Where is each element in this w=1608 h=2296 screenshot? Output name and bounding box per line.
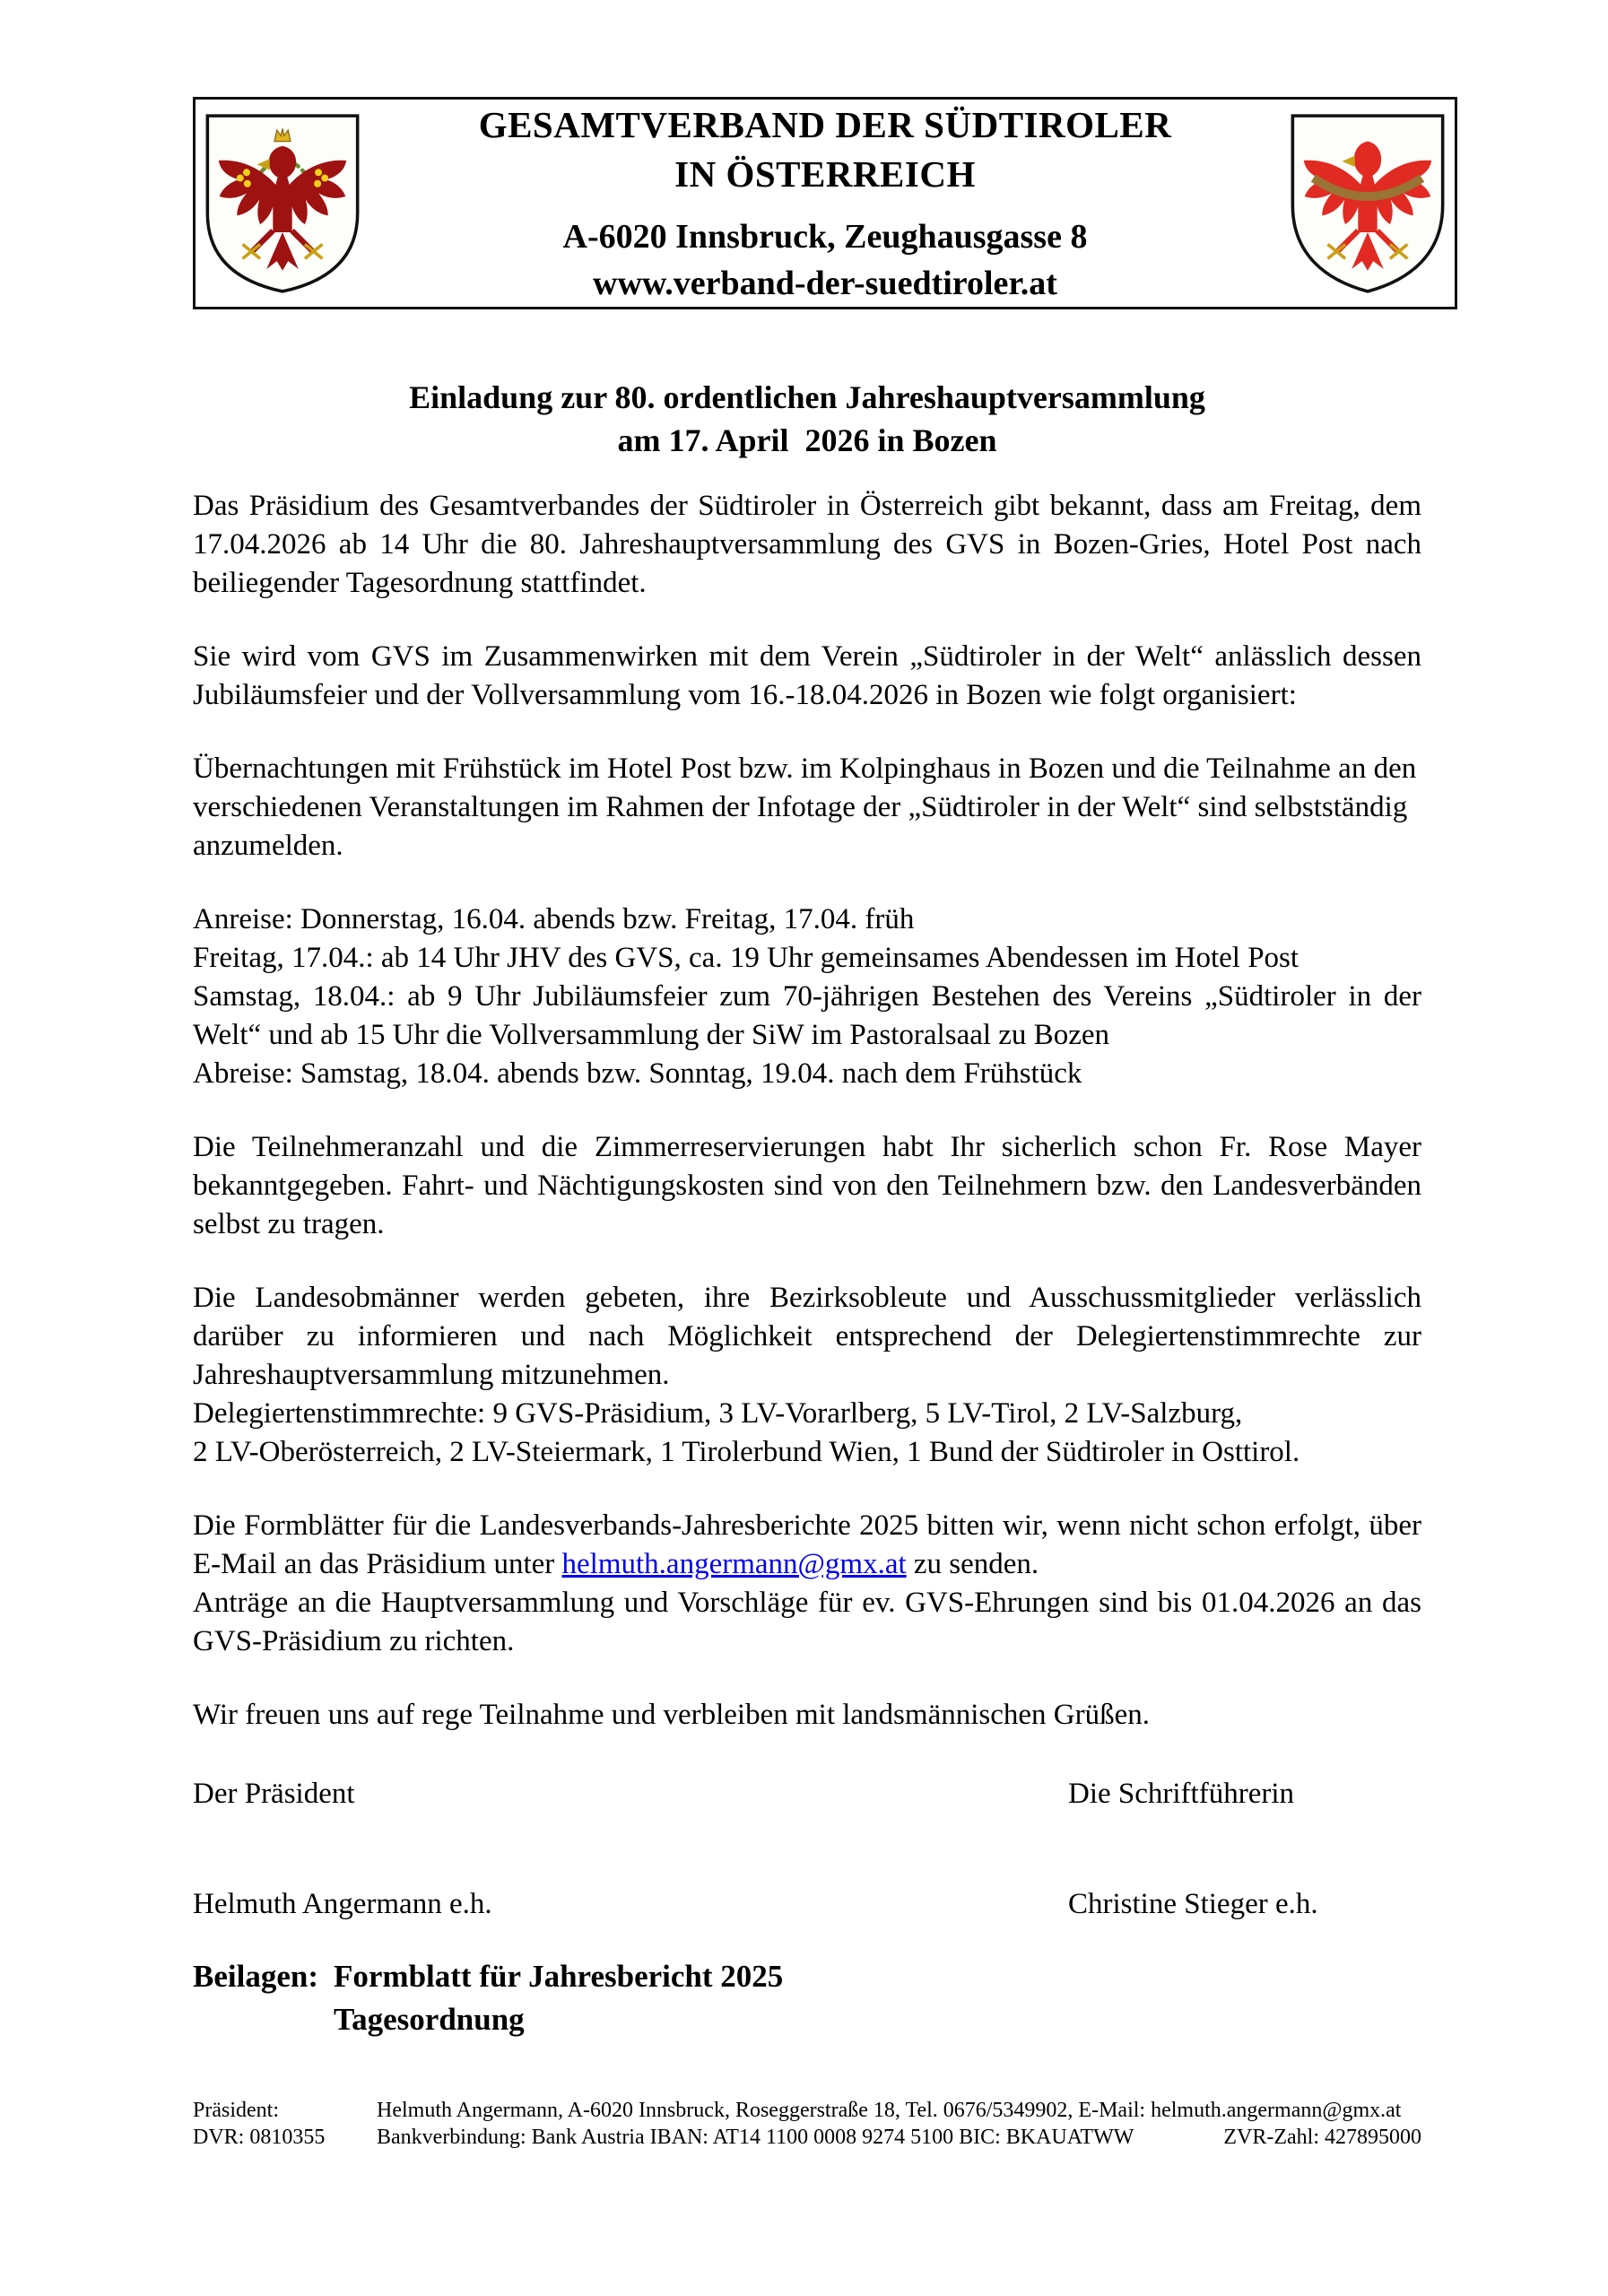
enclosures-block (193, 1955, 1421, 2041)
paragraph-closing: Wir freuen uns auf rege Teilnahme und verbleiben mit landsmännischen Grüßen. (193, 1699, 1150, 1731)
letterhead-box (193, 97, 1457, 309)
enclosure-item-tagesordnung: Tagesordnung (334, 2002, 525, 2037)
schedule-block (193, 900, 1421, 1093)
letter-footer (193, 2097, 1421, 2151)
enclosures-row1 (193, 1955, 1421, 1998)
paragraph-uebernachtung: Übernachtungen mit Frühstück im Hotel Post bzw. im Kolpinghaus in Bozen und die Teilnahme an den verschiedenen Veranstaltungen im Rahmen der Infotage der „Südtiroler in der Welt“ sind selbstständig anzumelden. (193, 752, 1417, 862)
secretary-name: Christine Stieger e.h. (1068, 1888, 1318, 1920)
schedule-line-abreise: Abreise: Samstag, 18.04. abends bzw. Sonntag, 19.04. nach dem Frühstück (193, 1057, 1082, 1090)
org-name-line2: IN ÖSTERREICH (674, 152, 976, 195)
org-website: www.verband-der-suedtiroler.at (593, 264, 1057, 302)
email-link[interactable]: helmuth.angermann@gmx.at (561, 1548, 907, 1580)
footer-row-president (193, 2097, 1421, 2124)
signature-roles-row (193, 1775, 1421, 1813)
footer-president-label: Präsident: (193, 2099, 279, 2122)
president-name: Helmuth Angermann e.h. (193, 1888, 492, 1920)
schedule-line-samstag: Samstag, 18.04.: ab 9 Uhr Jubiläumsfeier zum 70-jährigen Bestehen des Vereins „Südtiroler in der Welt“ und ab 15 Uhr die Vollversammlung der SiW im Pastoralsaal zu Bozen (193, 980, 1421, 1051)
paragraph-teilnehmer: Die Teilnehmeranzahl und die Zimmerreservierungen habt Ihr sicherlich schon Fr. Rose Mayer bekanntgegeben. Fahrt- und Nächtigungskosten sind von den Teilnehmern bzw. den Landesverbänden selbst zu tragen. (193, 1131, 1421, 1240)
org-name-line1: GESAMTVERBAND DER SÜDTIROLER (478, 103, 1172, 145)
paragraph-formblaetter-block (193, 1507, 1421, 1661)
south-tyrol-eagle-crest-icon (1288, 108, 1447, 300)
footer-dvr-number: DVR: 0810355 (193, 2126, 326, 2149)
schedule-line-freitag: Freitag, 17.04.: ab 14 Uhr JHV des GVS, ca. 19 Uhr gemeinsames Abendessen im Hotel Post (193, 942, 1299, 974)
footer-bank-details: Bankverbindung: Bank Austria IBAN: AT14 1100 0008 9274 5100 BIC: BKAUATWW (377, 2126, 1134, 2149)
schedule-line-anreise: Anreise: Donnerstag, 16.04. abends bzw. Freitag, 17.04. früh (193, 903, 915, 935)
enclosure-item-formblatt: Formblatt für Jahresbericht 2025 (334, 1959, 784, 1994)
footer-row-bank (193, 2124, 1421, 2151)
paragraph-landesobmaenner-block (193, 1279, 1421, 1472)
letter-body (193, 376, 1421, 2041)
paragraph-antraege: Anträge an die Hauptversammlung und Vorschläge für ev. GVS-Ehrungen sind bis 01.04.2026 an das GVS-Präsidium zu richten. (193, 1587, 1421, 1657)
org-address: A-6020 Innsbruck, Zeughausgasse 8 (562, 217, 1088, 256)
paragraph-intro: Das Präsidium des Gesamtverbandes der Südtiroler in Österreich gibt bekannt, dass am Freitag, dem 17.04.2026 ab 14 Uhr die 80. Jahreshauptversammlung des GVS in Bozen-Gries, Hotel Post nach beiliegender Tagesordnung stattfindet. (193, 490, 1421, 599)
document-title-line2: am 17. April 2026 in Bozen (617, 422, 997, 458)
formblaetter-text-before: Die Formblätter für die Landesverbands-Jahresberichte 2025 bitten wir, wenn nicht schon erfolgt, über E-Mail an das Präsidium unter (193, 1509, 1421, 1580)
stimmrechte-line1: Delegiertenstimmrechte: 9 GVS-Präsidium, 3 LV-Vorarlberg, 5 LV-Tirol, 2 LV-Salzburg, (193, 1397, 1243, 1430)
footer-president-contact: Helmuth Angermann, A-6020 Innsbruck, Roseggerstraße 18, Tel. 0676/5349902, E-Mail: helmuth.angermann@gmx.at (377, 2099, 1402, 2122)
enclosures-label: Beilagen: (193, 1959, 318, 1994)
formblaetter-text-after: zu senden. (906, 1548, 1039, 1580)
stimmrechte-line2: 2 LV-Oberösterreich, 2 LV-Steiermark, 1 Tirolerbund Wien, 1 Bund der Südtiroler in Osttirol. (193, 1436, 1300, 1468)
document-title-line1: Einladung zur 80. ordentlichen Jahreshauptversammlung (409, 379, 1205, 415)
tyrol-eagle-crest-icon (203, 108, 362, 300)
president-role-label: Der Präsident (193, 1778, 355, 1810)
footer-zvr-number: ZVR-Zahl: 427895000 (1223, 2126, 1421, 2149)
secretary-role-label: Die Schriftführerin (1068, 1778, 1294, 1810)
paragraph-landesobmaenner: Die Landesobmänner werden gebeten, ihre Bezirksobleute und Ausschussmitglieder verlässlich darüber zu informieren und nach Möglichkeit entsprechend der Delegiertenstimmrechte zur Jahreshauptversammlung mitzunehmen. (193, 1282, 1421, 1391)
paragraph-organisation: Sie wird vom GVS im Zusammenwirken mit dem Verein „Südtiroler in der Welt“ anlässlich dessen Jubiläumsfeier und der Vollversammlung vom 16.-18.04.2026 in Bozen wie folgt organisiert: (193, 640, 1421, 711)
signature-names-row (193, 1885, 1421, 1924)
paragraph-formblaetter (193, 1507, 1421, 1584)
letterhead-text (364, 100, 1286, 307)
